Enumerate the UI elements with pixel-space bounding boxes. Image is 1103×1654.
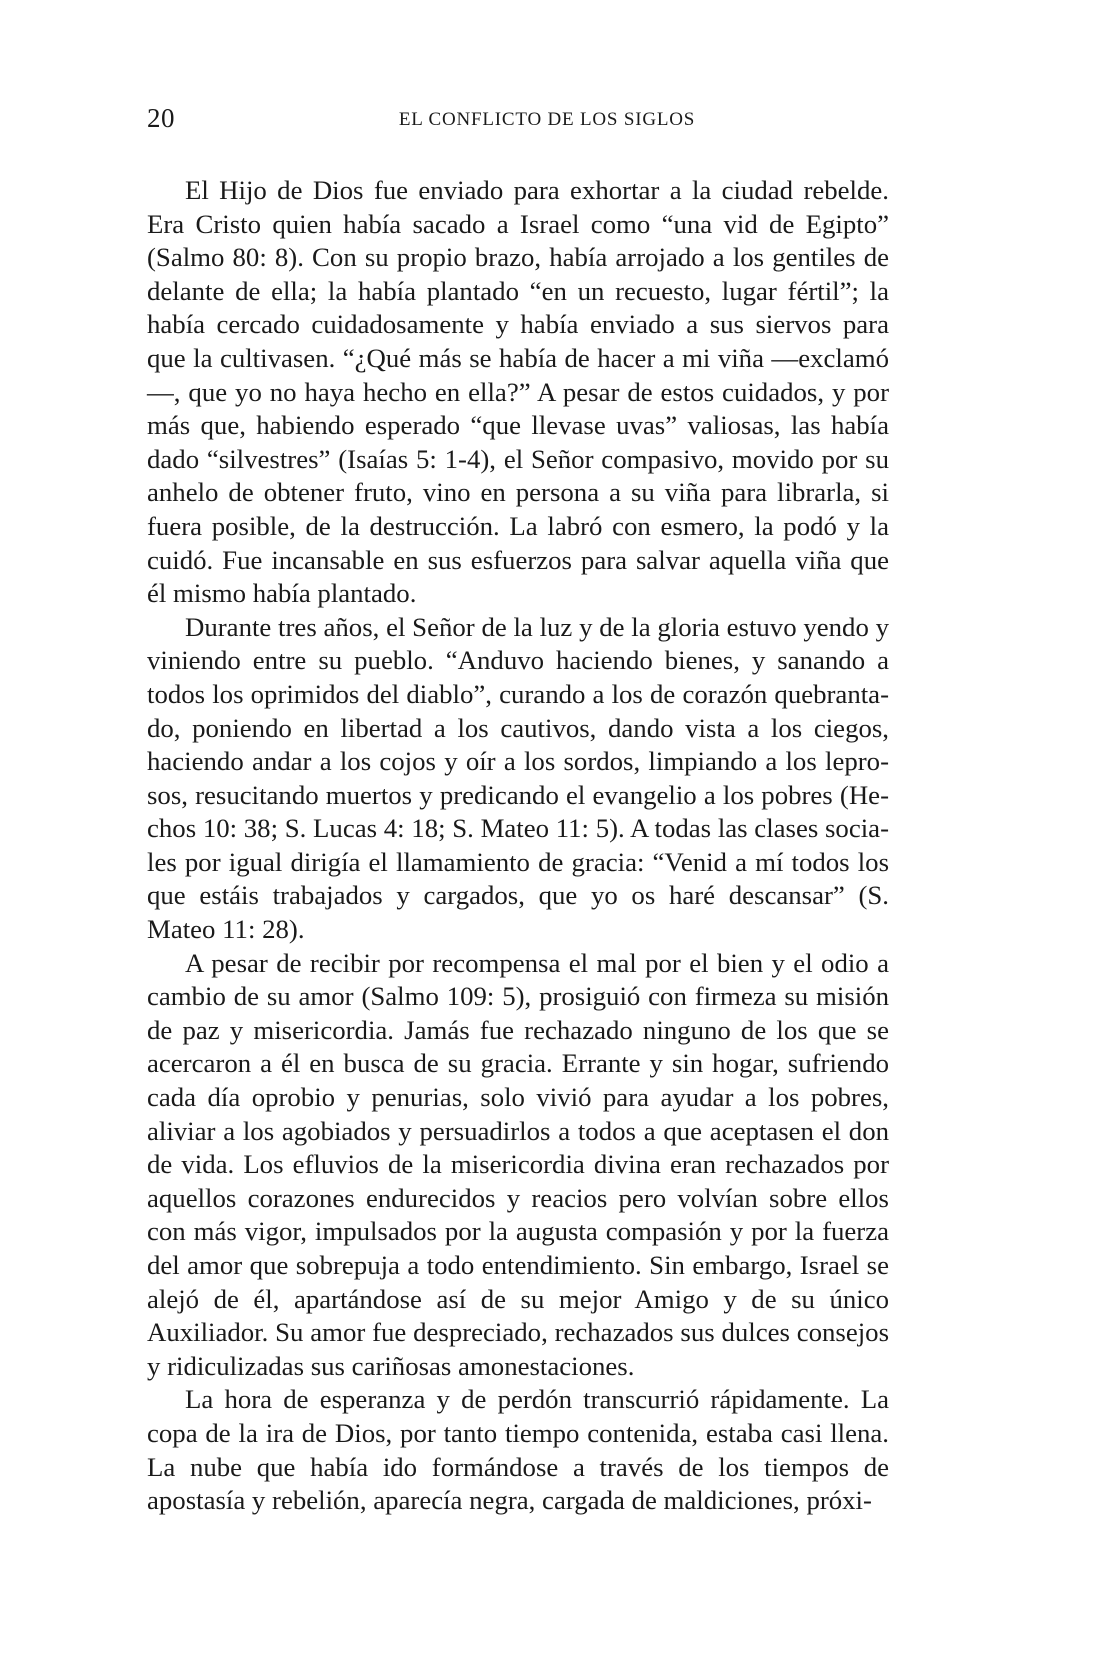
- page-number: 20: [147, 103, 175, 133]
- paragraph: La hora de esperanza y de perdón transcurrió rápidamente. La copa de la ira de Dios, por tanto tiempo contenida, estaba casi llena. La nube que había ido formándose a través de los tiempos de apostasía y rebelión, aparecía negra, cargada de maldiciones, próxi-: [147, 1384, 889, 1516]
- page-header: [147, 98, 887, 138]
- body-text: [147, 174, 889, 1518]
- paragraph: Durante tres años, el Señor de la luz y de la gloria estuvo yendo y viniendo entre su pueblo. “Anduvo haciendo bienes, y sanando a todos los oprimidos del diablo”, curando a los de corazón quebrantado, poniendo en libertad a los cautivos, dando vista a los ciegos, haciendo andar a los cojos y oír a los sordos, limpiando a los leprosos, resucitando muertos y predicando el evangelio a los pobres (Hechos 10: 38; S. Lucas 4: 18; S. Mateo 11: 5). A todas las clases sociales por igual dirigía el llamamiento de gracia: “Venid a mí todos los que estáis trabajados y cargados, que yo os haré descansar” (S. Mateo 11: 28).: [147, 611, 889, 945]
- paragraph: El Hijo de Dios fue enviado para exhortar a la ciudad rebelde. Era Cristo quien había sacado a Israel como “una vid de Egipto” (Salmo 80: 8). Con su propio brazo, había arrojado a los gentiles de delante de ella; la había plantado “en un recuesto, lugar fértil”; la había cercado cuidadosamente y había enviado a sus siervos para que la cultivasen. “¿Qué más se había de hacer a mi viña —exclamó—, que yo no haya hecho en ella?” A pesar de estos cuidados, y por más que, habiendo esperado “que llevase uvas” valiosas, las había dado “silvestres” (Isaías 5: 1-4), el Señor compasivo, movido por su anhelo de obtener fruto, vino en persona a su viña para librarla, si fuera posible, de la destrucción. La labró con esmero, la podó y la cuidó. Fue incansable en sus esfuerzos para salvar aquella viña que él mismo había plantado.: [147, 175, 889, 609]
- paragraph: A pesar de recibir por recompensa el mal por el bien y el odio a cambio de su amor (Salmo 109: 5), prosiguió con firmeza su misión de paz y misericordia. Jamás fue rechazado ninguno de los que se acercaron a él en busca de su gracia. Errante y sin hogar, sufriendo cada día oprobio y penurias, solo vivió para ayudar a los pobres, aliviar a los agobiados y persuadirlos a todos a que aceptasen el don de vida. Los efluvios de la misericordia divina eran rechazados por aquellos corazones endurecidos y reacios pero volvían sobre ellos con más vigor, impulsados por la augusta compasión y por la fuerza del amor que sobrepuja a todo entendimiento. Sin embargo, Israel se alejó de él, apartándose así de su mejor Amigo y de su único Auxiliador. Su amor fue despreciado, rechazados sus dulces consejos y ridiculizadas sus cariñosas amonestaciones.: [147, 947, 889, 1381]
- running-title: EL CONFLICTO DE LOS SIGLOS: [398, 109, 696, 130]
